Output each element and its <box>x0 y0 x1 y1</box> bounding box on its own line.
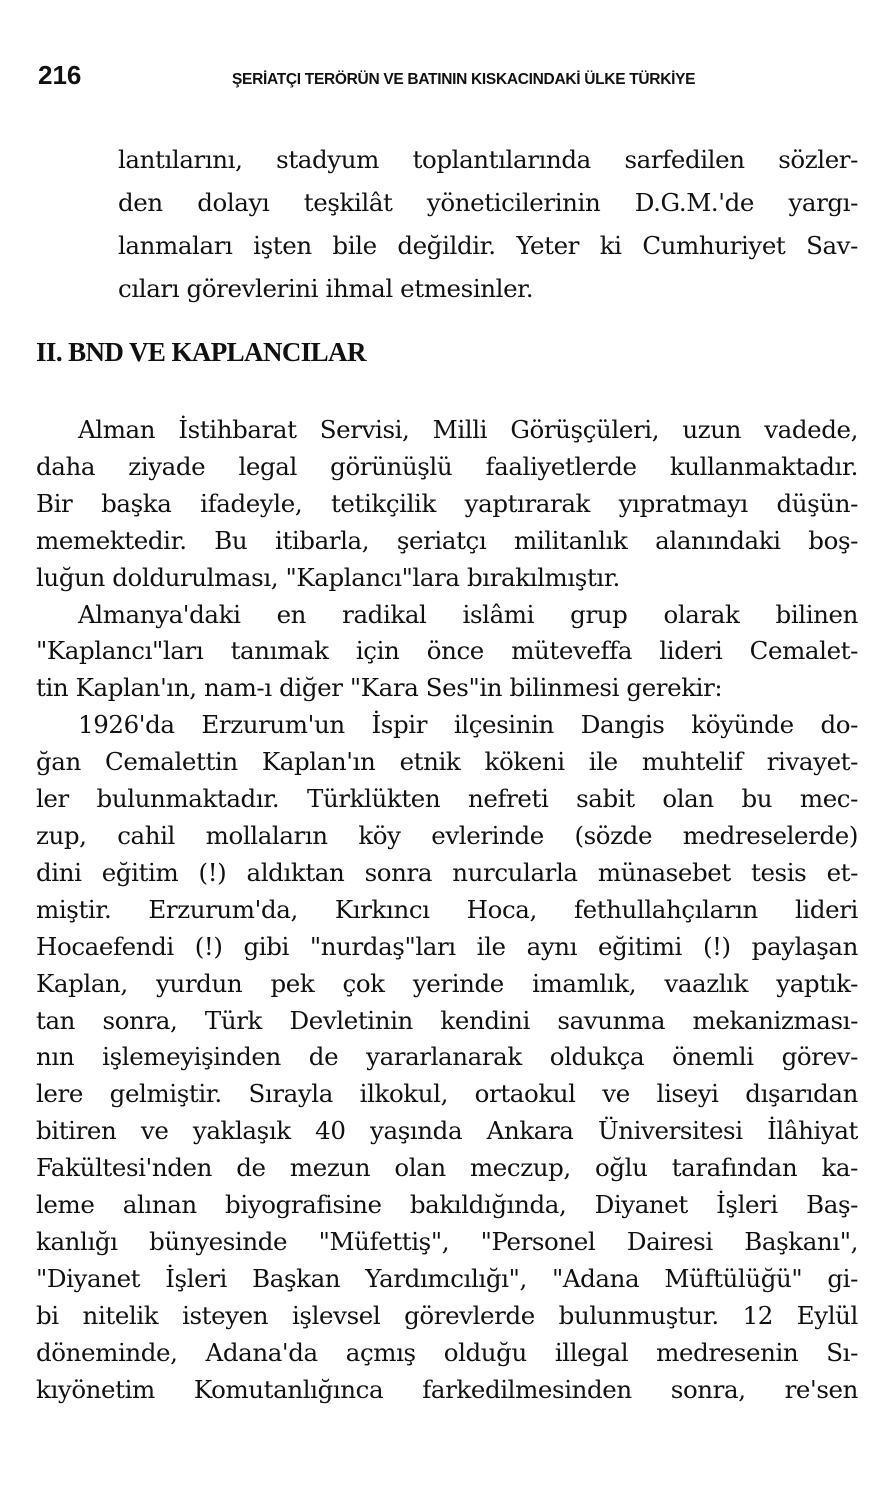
text-line: "Kaplancı"ları tanımak için önce müteveffa lideri Cemalet- <box>36 636 858 666</box>
text-line: Bir başka ifadeyle, tetikçilik yaptırarak yıpratmayı düşün- <box>36 488 858 518</box>
text-line: kanlığı bünyesinde "Müfettiş", "Personel Dairesi Başkanı", <box>36 1226 858 1256</box>
text-line: cıları görevlerini ihmal etmesinler. <box>118 274 534 303</box>
text-line: daha ziyade legal görünüşlü faaliyetlerde kullanmaktadır. <box>36 451 858 481</box>
text-line: Hocaefendi (!) gibi "nurdaş"ları ile aynı eğitimi (!) paylaşan <box>36 931 858 961</box>
page-number: 216 <box>38 60 82 90</box>
text-line: miştir. Erzurum'da, Kırkıncı Hoca, fethullahçıların lideri <box>36 894 858 924</box>
text-line: Alman İstihbarat Servisi, Milli Görüşçüleri, uzun vadede, <box>78 415 858 444</box>
text-line: tin Kaplan'ın, nam-ı diğer "Kara Ses"in bilinmesi gerekir: <box>36 673 723 703</box>
paragraph <box>36 597 858 708</box>
text-line: lanmaları işten bile değildir. Yeter ki Cumhuriyet Sav- <box>118 231 858 260</box>
running-header: ŞERİATÇI TERÖRÜN VE BATININ KISKACINDAKİ ÜLKE TÜRKİYE <box>232 71 696 88</box>
text-line: bi nitelik isteyen işlevsel görevlerde bulunmuştur. 12 Eylül <box>36 1300 858 1330</box>
text-line: ler bulunmaktadır. Türklükten nefreti sabit olan bu mec- <box>36 784 858 814</box>
text-line: kıyönetim Komutanlığınca farkedilmesinden sonra, re'sen <box>36 1374 858 1404</box>
text-line: ğan Cemalettin Kaplan'ın etnik kökeni ile muhtelif rivayet- <box>36 747 858 777</box>
text-line: 1926'da Erzurum'un İspir ilçesinin Dangis köyünde do- <box>78 710 858 740</box>
paragraph <box>36 707 858 1408</box>
text-line: lantılarını, stadyum toplantılarında sarfedilen sözler- <box>118 145 858 174</box>
text-line: den dolayı teşkilât yöneticilerinin D.G.M.'de yargı- <box>118 188 858 217</box>
text-line: Almanya'daki en radikal islâmi grup olarak bilinen <box>78 599 858 629</box>
text-line: dini eğitim (!) aldıktan sonra nurcularla münasebet tesis et- <box>36 857 858 887</box>
text-line: leme alınan biyografisine bakıldığında, Diyanet İşleri Baş- <box>36 1190 858 1220</box>
text-line: lere gelmiştir. Sırayla ilkokul, ortaokul ve liseyi dışarıdan <box>36 1079 858 1109</box>
paragraph <box>36 412 858 597</box>
text-line: nın işlemeyişinden de yararlanarak oldukça önemli görev- <box>36 1042 858 1072</box>
text-line: tan sonra, Türk Devletinin kendini savunma mekanizması- <box>36 1005 858 1035</box>
text-line: Kaplan, yurdun pek çok yerinde imamlık, vaazlık yaptık- <box>36 968 858 998</box>
text-line: zup, cahil mollaların köy evlerinde (sözde medreselerde) <box>36 820 858 850</box>
text-line: bitiren ve yaklaşık 40 yaşında Ankara Üniversitesi İlâhiyat <box>36 1116 858 1146</box>
text-line: döneminde, Adana'da açmış olduğu illegal medresenin Sı- <box>36 1337 858 1367</box>
text-line: Fakültesi'nden de mezun olan meczup, oğlu tarafından ka- <box>36 1153 858 1183</box>
text-line: luğun doldurulması, "Kaplancı"lara bırakılmıştır. <box>36 562 620 592</box>
main-text <box>36 412 858 1408</box>
intro-paragraph <box>118 138 858 310</box>
section-heading: II. BND VE KAPLANCILAR <box>36 337 366 367</box>
text-line: memektedir. Bu itibarla, şeriatçı militanlık alanındaki boş- <box>36 525 858 555</box>
text-line: "Diyanet İşleri Başkan Yardımcılığı", "Adana Müftülüğü" gi- <box>36 1263 858 1293</box>
